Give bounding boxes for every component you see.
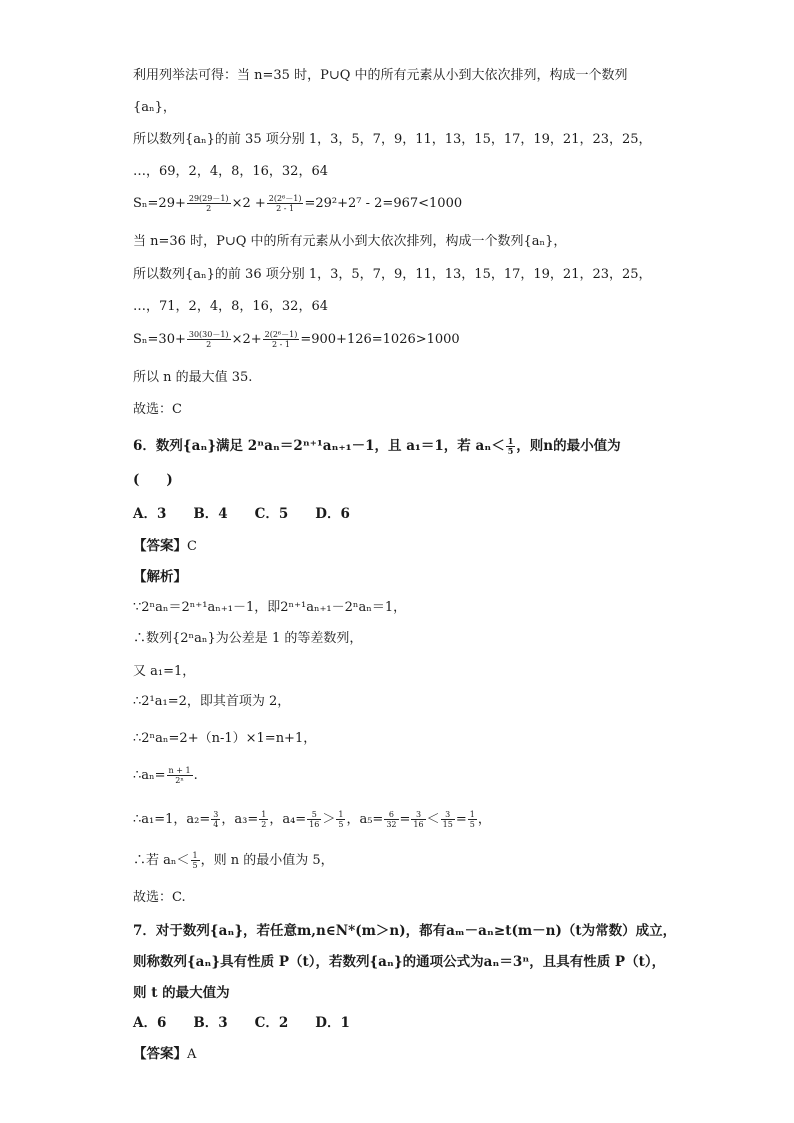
step7-text: ＞ [322,812,336,827]
analysis-6-label: 【解析】 [133,569,187,585]
sum35-fraction-1: $\frac{29(29-1)}{2}$ [188,194,229,213]
step7-text: ，a₄= [269,812,307,827]
sum36-prefix: Sₙ=30+ [133,332,186,347]
step7-frac-2: $\frac{1}{2}$ [261,810,267,829]
step7-text: ，a₃= [221,812,259,827]
sum36-fraction-2: $\frac{\text{2(2⁶－1)}}{2 - 1}$ [264,330,298,349]
analysis-step-2: ∴数列{2ⁿaₙ}为公差是 1 的等差数列， [133,631,363,646]
solution-line-4: …，69，2，4，8，16，32，64 [133,164,328,179]
step7-frac-1: $\frac{3}{4}$ [213,810,219,829]
q6-text-a: 6．数列{aₙ}满足 2ⁿaₙ＝2ⁿ⁺¹aₙ₊₁－1，且 a₁＝1，若 aₙ＜ [133,438,505,454]
step7-text: = [399,812,411,827]
step7-frac-4: $\frac{1}{5}$ [338,810,344,829]
answer-6-label: 【答案】 [133,538,187,554]
sum36-fraction-1: $\frac{30(30-1)}{2}$ [188,330,229,349]
answer-7-value: A [187,1047,197,1062]
solution-line-3: 所以数列{aₙ}的前 35 项分别 1，3，5，7，9，11，13，15，17，19，21，23，25， [133,132,652,147]
step7-text: ，a₅= [346,812,384,827]
analysis-step-1: ∵2ⁿaₙ＝2ⁿ⁺¹aₙ₊₁－1，即2ⁿ⁺¹aₙ₊₁－2ⁿaₙ＝1， [133,600,407,615]
sum36-result: =900+126=1026>1000 [300,332,460,347]
q6-fraction: $\frac{1}{5}$ [507,436,514,456]
step7-frac-3: $\frac{5}{16}$ [309,810,320,829]
sum-formula-36 [133,330,460,349]
sum35-fraction-2: $\frac{\text{2(2⁶－1)}}{2 - 1}$ [268,194,302,213]
step7-frac-8: $\frac{1}{5}$ [469,810,475,829]
question-6-paren: ( ) [133,472,173,488]
analysis-step-6 [133,766,198,785]
answer-6-value: C [187,539,197,554]
question-6-options: A．3 B．4 C．5 D．6 [133,506,350,522]
step8-prefix: ∴若 aₙ＜ [133,853,190,868]
step7-text: ＜ [426,812,440,827]
step7-text: = [455,812,467,827]
q6-text-b: ，则n的最小值为 [516,438,621,454]
step8-suffix: ，则 n 的最小值为 5， [200,853,334,868]
sum-formula-35 [133,194,462,213]
solution-line-8: …，71，2，4，8，16，32，64 [133,299,328,314]
solution-line-6: 当 n=36 时，P∪Q 中的所有元素从小到大依次排列，构成一个数列{aₙ}， [133,234,567,249]
solution-line-7: 所以数列{aₙ}的前 36 项分别 1，3，5，7，9，11，13，15，17，19，21，23，25， [133,267,652,282]
step6-fraction: $\frac{n + 1}{\text{2ⁿ}}$ [168,766,191,785]
step7-frac-5: $\frac{6}{32}$ [386,810,397,829]
analysis-step-4: ∴2¹a₁=2，即其首项为 2， [133,694,291,709]
step7-frac-6: $\frac{3}{16}$ [413,810,424,829]
question-7-line-3: 则 t 的最大值为 [133,985,230,1001]
step7-frac-7: $\frac{3}{15}$ [442,810,453,829]
solution-line-10: 所以 n 的最大值 35. [133,370,253,385]
analysis-step-5: ∴2ⁿaₙ=2+（n-1）×1=n+1， [133,731,317,746]
sum35-middle: ×2 + [231,196,266,211]
sum35-prefix: Sₙ=29+ [133,196,186,211]
step6-prefix: ∴aₙ= [133,768,166,783]
question-7-line-1: 7．对于数列{aₙ}，若任意m,n∈N*(m＞n)，都有aₘ－aₙ≥t(m－n)（t为常数）成立， [133,923,677,939]
step7-text: ， [477,812,491,827]
answer-7-label: 【答案】 [133,1046,187,1062]
solution-line-2: {aₙ}， [133,100,176,115]
solution-line-1: 利用列举法可得：当 n=35 时，P∪Q 中的所有元素从小到大依次排列，构成一个数列 [133,68,628,83]
question-7-line-2: 则称数列{aₙ}具有性质 P（t），若数列{aₙ}的通项公式为aₙ＝3ⁿ，且具有性质 P（t）， [133,954,666,970]
step7-text: ∴a₁=1，a₂= [133,812,211,827]
solution-line-11: 故选：C [133,402,182,417]
sum36-middle: ×2+ [231,332,262,347]
answer-7 [133,1045,196,1064]
sum35-result: =29²+2⁷ - 2=967<1000 [304,196,463,211]
step6-suffix: . [193,768,198,783]
analysis-step-3: 又 a₁=1， [133,664,196,679]
analysis-step-7 [133,810,491,829]
question-7-options: A．6 B．3 C．2 D．1 [133,1015,350,1031]
analysis-step-8 [133,851,334,870]
question-6-stem [133,437,621,456]
answer-6 [133,537,197,556]
step8-fraction: $\frac{1}{5}$ [192,851,198,870]
analysis-step-9: 故选：C. [133,890,186,905]
